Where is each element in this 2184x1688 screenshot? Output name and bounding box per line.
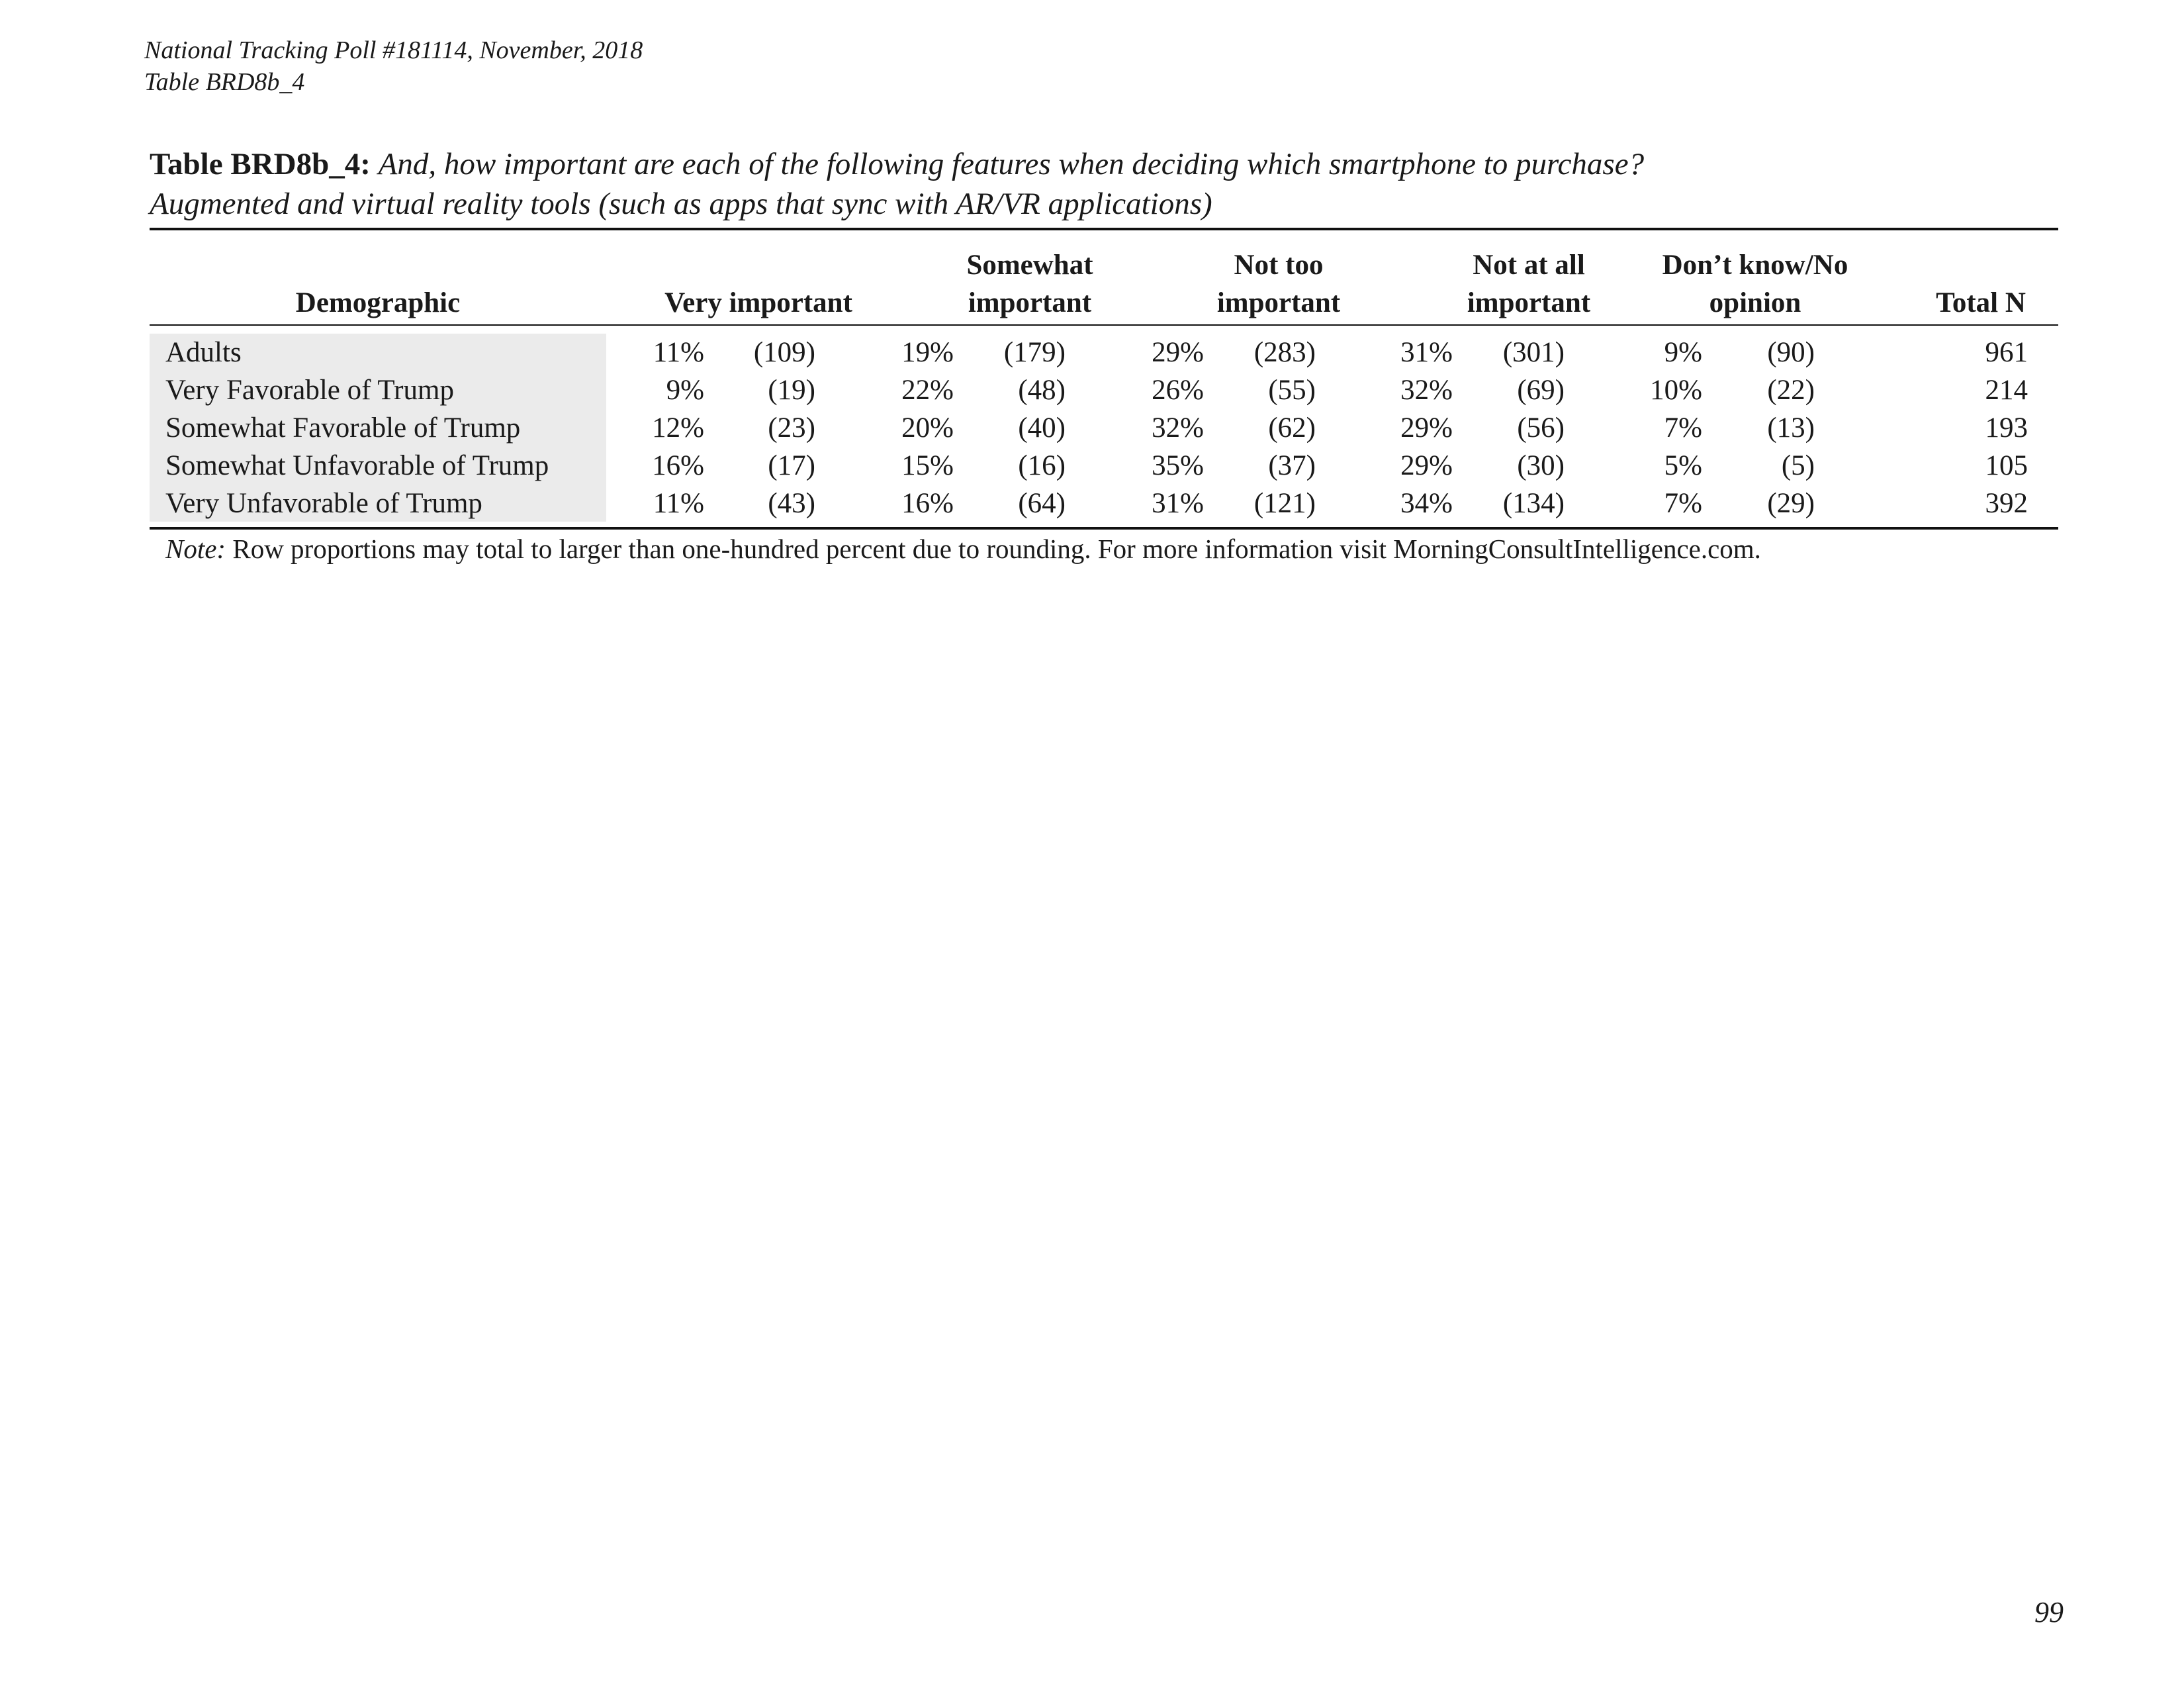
cell-total-n: 392 xyxy=(1985,488,2028,519)
table-header xyxy=(150,230,2058,324)
cell-total-n: 214 xyxy=(1985,375,2028,406)
cell-percent: 31% xyxy=(1400,337,1453,368)
cell-total-n: 105 xyxy=(1985,450,2028,481)
header-very-important: Very important xyxy=(664,287,852,318)
header-not-too-important: Not too important xyxy=(1216,250,1341,318)
table-row xyxy=(150,334,2058,371)
header-not-at-all-important: Not at all important xyxy=(1467,250,1591,318)
table-caption xyxy=(150,144,2058,224)
cell-count: (23) xyxy=(768,412,815,444)
cell-count: (43) xyxy=(768,488,815,519)
cell-percent: 29% xyxy=(1400,412,1453,444)
row-label: Somewhat Unfavorable of Trump xyxy=(165,450,549,481)
cell-count: (17) xyxy=(768,450,815,481)
cell-count: (179) xyxy=(1003,337,1066,368)
cell-percent: 32% xyxy=(1152,412,1204,444)
cell-count: (5) xyxy=(1781,450,1815,481)
poll-title: National Tracking Poll #181114, November, 2018 xyxy=(144,36,643,64)
cell-percent: 11% xyxy=(653,337,704,368)
cell-count: (29) xyxy=(1767,488,1815,519)
cell-percent: 16% xyxy=(901,488,954,519)
cell-percent: 32% xyxy=(1400,375,1453,406)
running-head xyxy=(144,34,643,98)
table-row xyxy=(150,485,2058,522)
caption-lead: Table BRD8b_4: xyxy=(150,147,371,181)
cell-count: (37) xyxy=(1268,450,1316,481)
cell-percent: 12% xyxy=(652,412,704,444)
cell-percent: 22% xyxy=(901,375,954,406)
cell-percent: 5% xyxy=(1664,450,1702,481)
note-text: Row proportions may total to larger than one-hundred percent due to rounding. For more information visit MorningConsultIntelligence.com. xyxy=(232,534,1761,564)
table-id: Table BRD8b_4 xyxy=(144,68,305,96)
cell-percent: 7% xyxy=(1664,412,1702,444)
row-label: Somewhat Favorable of Trump xyxy=(165,412,521,444)
cell-count: (30) xyxy=(1517,450,1565,481)
cell-count: (19) xyxy=(768,375,815,406)
table-body xyxy=(150,326,2058,527)
cell-percent: 19% xyxy=(901,337,954,368)
header-somewhat-important: Somewhat important xyxy=(966,250,1093,318)
cell-percent: 9% xyxy=(1664,337,1702,368)
cell-count: (283) xyxy=(1253,337,1316,368)
page-number: 99 xyxy=(2034,1596,2064,1628)
header-total-n: Total N xyxy=(1936,287,2026,318)
cell-percent: 11% xyxy=(653,488,704,519)
header-demographic: Demographic xyxy=(295,287,461,318)
cell-percent: 35% xyxy=(1152,450,1204,481)
cell-percent: 29% xyxy=(1400,450,1453,481)
cell-percent: 31% xyxy=(1152,488,1204,519)
cell-count: (40) xyxy=(1018,412,1066,444)
caption-subquestion: Augmented and virtual reality tools (such as apps that sync with AR/VR applications) xyxy=(150,187,1212,221)
cell-count: (301) xyxy=(1502,337,1565,368)
cell-count: (109) xyxy=(753,337,815,368)
cell-percent: 7% xyxy=(1664,488,1702,519)
cell-count: (121) xyxy=(1253,488,1316,519)
cell-count: (48) xyxy=(1018,375,1066,406)
crosstab-table xyxy=(150,144,2058,567)
caption-question: And, how important are each of the following features when deciding which smartphone to purchase? xyxy=(378,147,1645,181)
cell-total-n: 193 xyxy=(1985,412,2028,444)
cell-percent: 10% xyxy=(1650,375,1702,406)
cell-percent: 29% xyxy=(1152,337,1204,368)
cell-count: (16) xyxy=(1018,450,1066,481)
row-label: Very Unfavorable of Trump xyxy=(165,488,482,519)
row-label: Adults xyxy=(165,337,242,368)
table-note xyxy=(150,530,2058,567)
note-label: Note: xyxy=(165,534,226,564)
cell-count: (64) xyxy=(1018,488,1066,519)
cell-percent: 34% xyxy=(1400,488,1453,519)
cell-count: (22) xyxy=(1767,375,1815,406)
cell-percent: 16% xyxy=(652,450,704,481)
cell-count: (56) xyxy=(1517,412,1565,444)
table-row xyxy=(150,371,2058,409)
cell-count: (90) xyxy=(1767,337,1815,368)
row-label: Very Favorable of Trump xyxy=(165,375,454,406)
cell-count: (55) xyxy=(1268,375,1316,406)
cell-count: (134) xyxy=(1502,488,1565,519)
table-row xyxy=(150,409,2058,447)
cell-percent: 15% xyxy=(901,450,954,481)
table-row xyxy=(150,447,2058,485)
cell-percent: 9% xyxy=(666,375,704,406)
cell-count: (62) xyxy=(1268,412,1316,444)
cell-percent: 20% xyxy=(901,412,954,444)
cell-percent: 26% xyxy=(1152,375,1204,406)
header-dont-know: Don’t know/No opinion xyxy=(1662,250,1848,318)
cell-count: (13) xyxy=(1767,412,1815,444)
cell-count: (69) xyxy=(1517,375,1565,406)
cell-total-n: 961 xyxy=(1985,337,2028,368)
